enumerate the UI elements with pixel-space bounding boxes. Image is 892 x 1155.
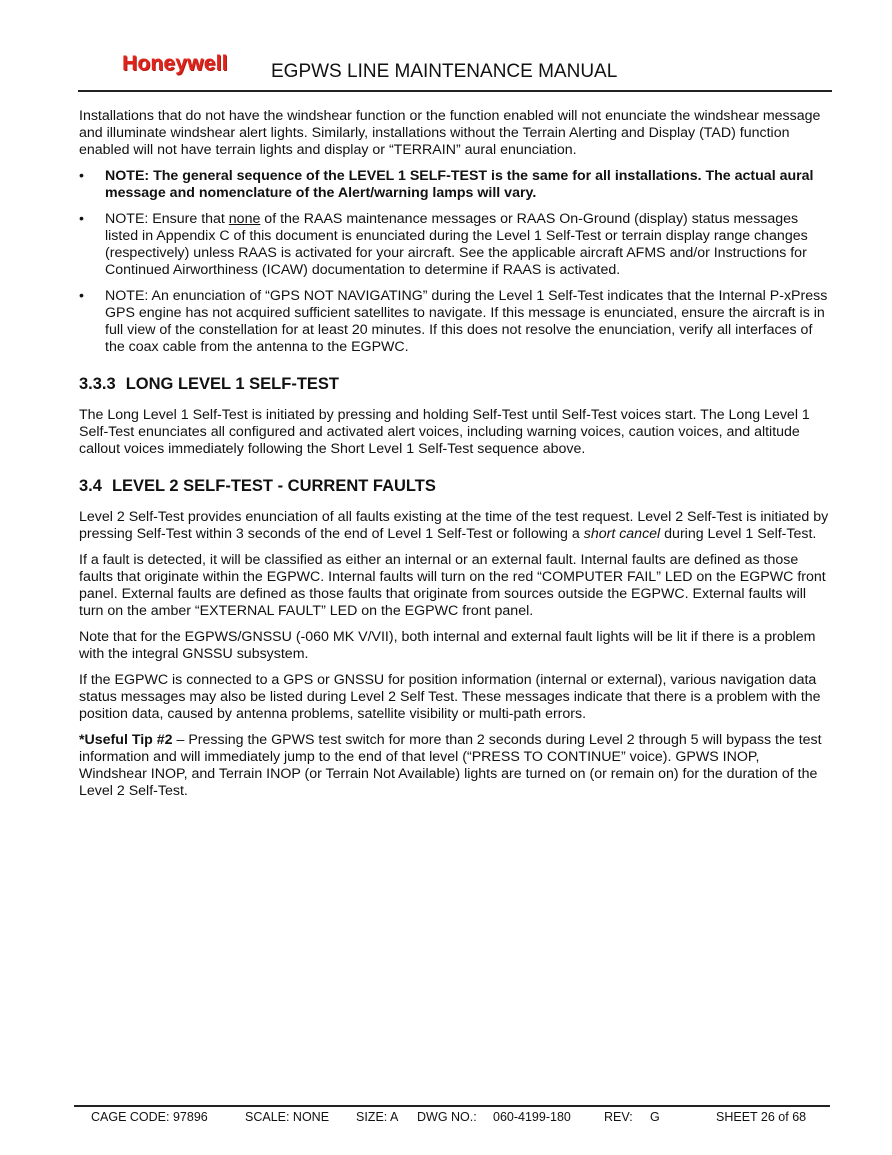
section-3-4-heading (79, 478, 831, 495)
rev-label: REV: (604, 1110, 633, 1124)
cage-code: CAGE CODE: 97896 (91, 1110, 208, 1124)
note-bullet-1 (79, 168, 831, 202)
size: SIZE: A (356, 1110, 399, 1124)
tip-label: *Useful Tip #2 (79, 732, 173, 748)
bullet-dot: • (79, 168, 84, 184)
note-2-underlined: none (228, 211, 261, 227)
honeywell-logo: Honeywell (122, 52, 228, 75)
section-3-3-3-heading (79, 376, 831, 393)
section-number: 3.4 (79, 477, 102, 495)
useful-tip-paragraph (79, 732, 831, 800)
page-content (79, 108, 831, 809)
bullet-dot: • (79, 211, 84, 227)
sheet-number: SHEET 26 of 68 (716, 1110, 807, 1124)
section-3-4-paragraph-4: If the EGPWC is connected to a GPS or GNSSU for position information (internal or external), various navigation data status messages may also be listed during Level 2 Self Test. These messages indicate that there is a problem with the position data, caused by antenna problems, satellite visibility or multi-path errors. (79, 672, 821, 722)
note-bullet-2 (79, 211, 831, 279)
bullet-dot: • (79, 288, 84, 304)
section-title: LONG LEVEL 1 SELF-TEST (125, 375, 340, 393)
note-3-text: NOTE: An enunciation of “GPS NOT NAVIGATING” during the Level 1 Self-Test indicates that the Internal P-xPress GPS engine has not acquired sufficient satellites to navigate. If this message is enunciated, ensure the aircraft is in full view of the constellation for at least 20 minutes. If this does not resolve the enunciation, verify all interfaces of the coax cable from the antenna to the EGPWC. (105, 288, 828, 355)
manual-title: EGPWS LINE MAINTENANCE MANUAL (271, 61, 618, 82)
page-footer (74, 1105, 830, 1129)
intro-paragraph: Installations that do not have the windshear function or the function enabled will not enunciate the windshear message and illuminate windshear alert lights. Similarly, installations without the Terrain Alerting and Display (TAD) function enabled will not have terrain lights and display or “TERRAIN” aural enunciation. (79, 108, 821, 158)
p1-text-pre: Level 2 Self-Test provides enunciation of all faults existing at the time of the test request. Level 2 Self-Test is initiated by pressing Self-Test within 3 seconds of the end of Level 1 Self-Test or following a (79, 509, 829, 542)
section-3-4-paragraph-2: If a fault is detected, it will be classified as either an internal or an external fault. Internal faults are defined as those faults that originate within the EGPWC. Internal faults will turn on the red “COMPUTER FAIL” LED on the EGPWC front panel. External faults are defined as those faults that originate from sources outside the EGPWC. External faults will turn on the amber “EXTERNAL FAULT” LED on the EGPWC front panel. (79, 552, 826, 619)
note-1-text: NOTE: The general sequence of the LEVEL 1 SELF-TEST is the same for all installations. The actual aural message and nomenclature of the Alert/warning lamps will vary. (105, 168, 814, 201)
section-title: LEVEL 2 SELF-TEST - CURRENT FAULTS (111, 477, 436, 495)
note-2-text-post: of the RAAS maintenance messages or RAAS On-Ground (display) status messages listed in Appendix C of this document is enunciated during the Level 1 Self-Test or terrain display range changes (respectively) unless RAAS is activated for your aircraft. See the applicable aircraft AFMS and/or Instructions for Continued Airworthiness (ICAW) documentation to determine if RAAS is activated. (105, 211, 808, 278)
dwg-number: 060-4199-180 (493, 1110, 571, 1124)
section-number: 3.3.3 (79, 375, 116, 393)
section-3-4-paragraph-1 (79, 509, 831, 543)
section-3-4-paragraph-3: Note that for the EGPWS/GNSSU (-060 MK V/VII), both internal and external fault lights will be lit if there is a problem with the integral GNSSU subsystem. (79, 629, 816, 662)
note-bullet-3 (79, 288, 831, 356)
tip-body: – Pressing the GPWS test switch for more than 2 seconds during Level 2 through 5 will bypass the test information and will immediately jump to the end of that level (“PRESS TO CONTINUE” voice). GPWS INOP, Windshear INOP, and Terrain INOP (or Terrain Not Available) lights are turned on (or remain on) for the duration of the Level 2 Self-Test. (79, 732, 822, 799)
p1-text-post: during Level 1 Self-Test. (660, 526, 817, 542)
page-header (78, 50, 832, 92)
note-2-text-pre: NOTE: Ensure that (105, 211, 229, 227)
scale: SCALE: NONE (245, 1110, 330, 1124)
dwg-label: DWG NO.: (417, 1110, 477, 1124)
p1-italic: short cancel (583, 526, 661, 542)
rev-value: G (650, 1110, 660, 1124)
section-3-3-3-body: The Long Level 1 Self-Test is initiated by pressing and holding Self-Test until Self-Test voices start. The Long Level 1 Self-Test enunciates all configured and activated alert voices, including warning voices, caution voices, and altitude callout voices immediately following the Short Level 1 Self-Test sequence above. (79, 407, 810, 457)
